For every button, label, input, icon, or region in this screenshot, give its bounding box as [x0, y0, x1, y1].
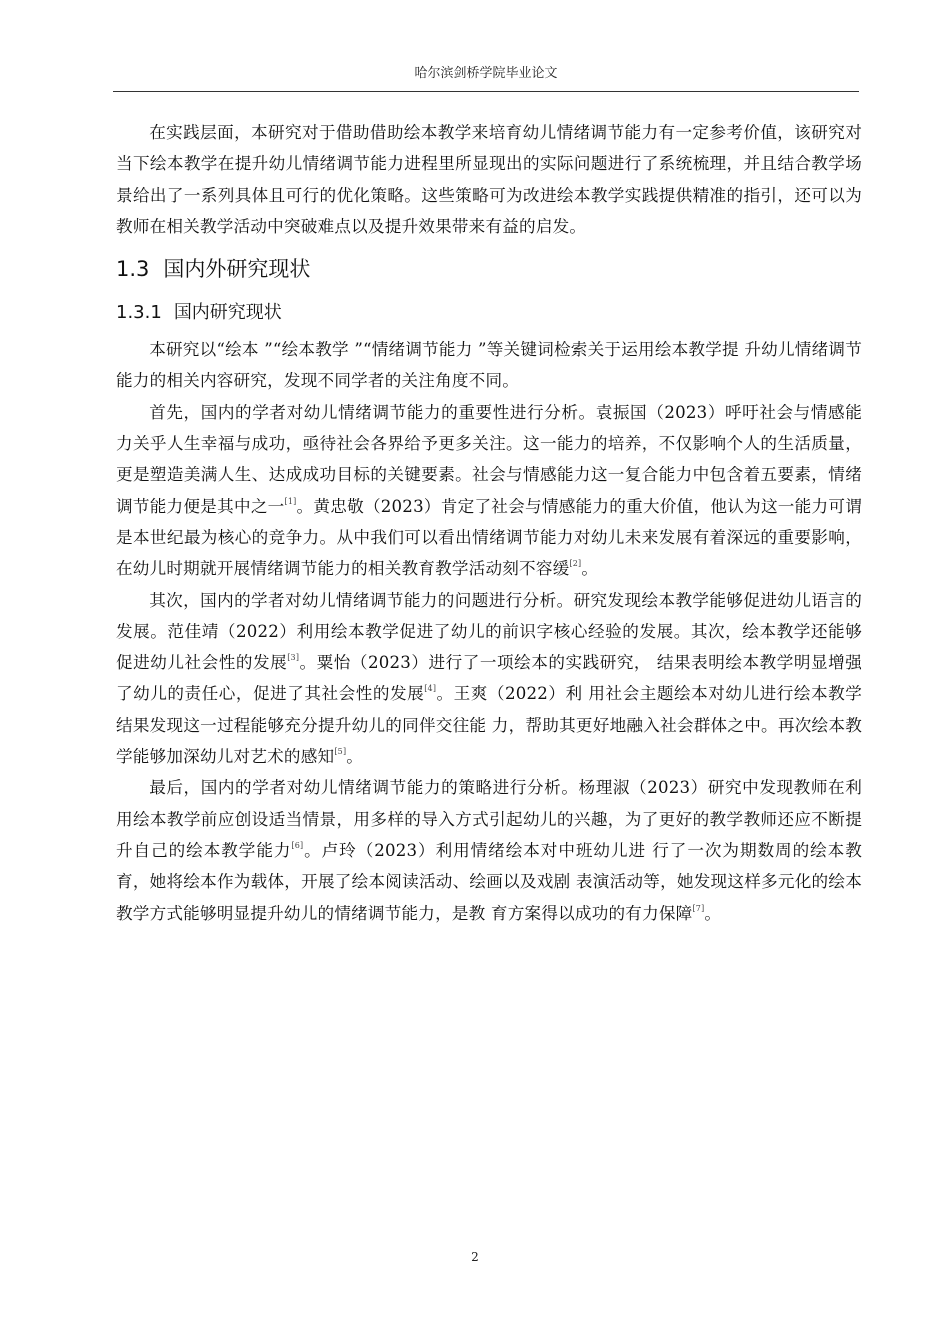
paragraph-text: 。黄忠敬（2023）肯定了社会与情感能力的重大价值，他认为这一能力可谓是本世纪最为核心的竞争力。从中我们可以看出情绪调节能力对幼儿未来发展有着深远的重要影响，在幼儿时期就开展情绪调节能力的相关教育教学活动刻不容缓 [116, 496, 862, 579]
paragraph-text: 最后，国内的学者对幼儿情绪调节能力的策略进行分析。杨理淑（2023）研究中发现教师在利用绘本教学前应创设适当情景，用多样的导入方式引起幼儿的兴趣，为了更好的教学教师还应不断提升自己的绘本教学能力 [116, 778, 862, 860]
citation-7: [7] [692, 903, 705, 913]
page-header: 哈尔滨剑桥学院毕业论文 [113, 62, 859, 92]
paragraph-problems [116, 585, 862, 773]
section-title: 国内外研究现状 [163, 257, 311, 282]
citation-2: [2] [569, 559, 582, 569]
paragraph-importance [116, 397, 862, 585]
subsection-title: 国内研究现状 [173, 302, 282, 324]
intro-paragraph: 在实践层面，本研究对于借助借助绘本教学来培育幼儿情绪调节能力有一定参考价值，该研究对当下绘本教学在提升幼儿情绪调节能力进程里所显现出的实际问题进行了系统梳理，并且结合教学场景给出了一系列具体且可行的优化策略。这些策略可为改进绘本教学实践提供精准的指引，还可以为教师在相关教学活动中突破难点以及提升效果带来有益的启发。 [116, 123, 862, 236]
citation-5: [5] [334, 747, 347, 757]
citation-4: [4] [424, 684, 437, 694]
citation-1: [1] [284, 496, 297, 506]
citation-6: [6] [291, 840, 304, 850]
citation-3: [3] [287, 653, 300, 663]
paragraph-text: 。粟怡（2023）进行了一项绘本的实践研究， 结果表明绘本教学明显增强了幼儿的责任心，促进了其社会性的发展 [116, 653, 862, 704]
subsection-number: 1.3.1 [116, 302, 162, 324]
paragraph-text: 其次，国内的学者对幼儿情绪调节能力的问题进行分析。研究发现绘本教学能够促进幼儿语言的发展。范佳靖（2022）利用绘本教学促进了幼儿的前识字核心经验的发展。其次，绘本教学还能够促进幼儿社会性的发展 [116, 590, 862, 673]
paragraph-text: 。 [581, 559, 599, 579]
paragraph-text: 。卢玲（2023）利用情绪绘本对中班幼儿进 行了一次为期数周的绘本教育，她将绘本作为载体，开展了绘本阅读活动、绘画以及戏剧 表演活动等，她发现这样多元化的绘本教学方式能够明显提升幼儿的情绪调节能力，是教 育方案得以成功的有力保障 [116, 840, 862, 923]
paragraph-strategies [116, 772, 862, 928]
paragraph-text: 首先，国内的学者对幼儿情绪调节能力的重要性进行分析。袁振国（2023）呼吁社会与情感能力关乎人生幸福与成功，亟待社会各界给予更多关注。这一能力的培养，不仅影响个人的生活质量，更是塑造美满人生、达成成功目标的关键要素。社会与情感能力这一复合能力中包含着五要素，情绪调节能力便是其中之一 [116, 402, 862, 516]
section-number: 1.3 [116, 257, 150, 282]
page-number: 2 [471, 1250, 479, 1264]
subsection-heading [116, 298, 862, 328]
paragraph-keywords: 本研究以“绘本 ”“绘本教学 ”“情绪调节能力 ”等关键词检索关于运用绘本教学提 升幼儿情绪调节能力的相关内容研究，发现不同学者的关注角度不同。 [116, 340, 862, 391]
section-heading [116, 252, 862, 286]
paragraph-text: 。 [346, 747, 364, 767]
paragraph-text: 。王爽（2022）利 用社会主题绘本对幼儿进行绘本教学结果发现这一过程能够充分提升幼儿的同伴交往能 力，帮助其更好地融入社会群体之中。再次绘本教学能够加深幼儿对艺术的感知 [116, 684, 862, 767]
paragraph-text: 。 [704, 903, 722, 923]
page-body [116, 117, 862, 929]
